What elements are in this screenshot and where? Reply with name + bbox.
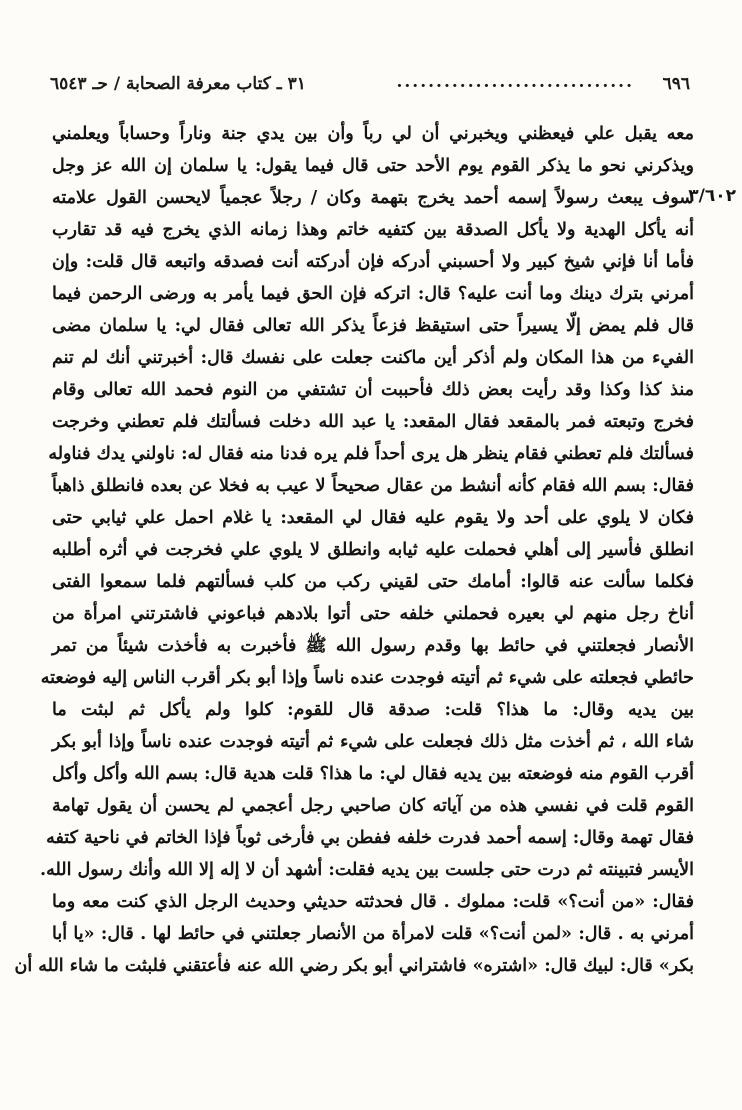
running-title: ٣١ ـ كتاب معرفة الصحابة / حـ ٦٥٤٣ [50, 74, 306, 94]
text-line: منذ كذا وكذا وقد رأيت بعض ذلك فأحببت أن تشتفي من النوم فحمد الله تعالى وقام [52, 380, 694, 400]
text-line: الفيء من هذا المكان ولم أذكر أين ماكنت جعلت على نفسك قال: أخبرتني أنك لم تنم [52, 348, 694, 368]
text-line: الأيسر فتبينته ثم درت حتى جلست بين يديه فقلت: أشهد أن لا إله إلا الله وأنك رسول الله. [40, 860, 694, 880]
text-line: فأما أنا فإني شيخ كبير ولا أحسبني أدركه فإن أدركته أنت فصدقه واتبعه قال قلت: وإن [52, 252, 694, 272]
header-leader-dots: .............................. [396, 72, 634, 92]
text-line: فكان لا يلوي على أحد ولا يقوم عليه فقال لي المقعد: يا غلام احمل علي ثيابي حتى [52, 508, 694, 528]
text-line: ويذكرني نحو ما يذكر القوم يوم الأحد حتى قال فيما يقول: يا سلمان إن الله عز وجل [52, 156, 694, 176]
text-line: أمرني به . قال: «لمن أنت؟» قلت لامرأة من الأنصار جعلتني في حائط لها . قال: «يا أبا [52, 924, 694, 944]
page-header [50, 70, 690, 100]
body-text [14, 118, 694, 982]
text-line: فسألتك فلم تعطني فقام ينظر هل يرى أحداً فلم يره فدنا منه فقال له: ناولني يدك فناوله [48, 444, 694, 464]
text-line: قال فلم يمض إلّا يسيراً حتى استيقظ فزعاً يذكر الله تعالى فقال لي: يا سلمان مضى [52, 316, 694, 336]
text-line: فقال: «من أنت؟» قلت: مملوك . قال فحدثته حديثي وحديث الرجل الذي كنت معه وما [52, 892, 694, 912]
text-line: فقال تهمة وقال: إسمه أحمد فدرت خلفه ففطن بي فأرخى ثوباً فإذا الخاتم في ناحية كتفه [46, 828, 694, 848]
text-line: أقرب القوم منه فوضعته بين يديه فقال لي: ما هذا؟ قلت هدية قال: بسم الله وأكل وأكل [52, 764, 694, 784]
text-line: الأنصار فجعلتني في حائط بها وقدم رسول الله ﷺ فأخبرت به فأخذت شيئاً من تمر [52, 636, 694, 656]
text-line: القوم قلت في نفسي هذه من آياته كان صاحبي رجل أعجمي لم يحسن أن يقول تهامة [52, 796, 694, 816]
text-line: أنه يأكل الهدية ولا يأكل الصدقة بين كتفيه خاتم وهذا زمانه الذي يخرج فيه قد تقارب [52, 220, 694, 240]
text-line: معه يقبل علي فيعظني ويخبرني أن لي رباً وأن بين يدي جنة وناراً وحساباً ويعلمني [52, 124, 694, 144]
text-line: فكلما سألت عنه قالوا: أمامك حتى لقيني ركب من كلب فسألتهم فلما سمعوا الفتى [52, 572, 694, 592]
text-line: بين يديه وقال: ما هذا؟ قلت: صدقة قال للقوم: كلوا ولم يأكل ثم لبثت ما [52, 700, 694, 720]
margin-volume-page-reference: ٣/٦٠٢ [688, 186, 736, 206]
text-line: حائطي فجعلته على شيء ثم أتيته فوجدت عنده ناساً وإذا أبو بكر أقرب الناس إليه فوضعته [40, 668, 694, 688]
text-line: أناخ رجل منهم لي بعيره فحملني خلفه حتى أتوا بلادهم فباعوني فاشترتني امرأة من [52, 604, 694, 624]
page-number: ٦٩٦ [662, 74, 690, 94]
text-line: أمرني بترك دينك وما أنت عليه؟ قال: اتركه فإن الحق فيما يأمر به ورضى الرحمن فيما [52, 284, 694, 304]
text-line: شاء الله ، ثم أخذت مثل ذلك فجعلت على شيء ثم أتيته فوجدت عنده ناساً وإذا أبو بكر [52, 732, 694, 752]
text-line: بكر» قال: لبيك قال: «اشتره» فاشتراني أبو بكر رضي الله عنه فأعتقني فلبثت ما شاء الله أن [14, 956, 694, 976]
text-line: فقال: بسم الله فقام كأنه أنشط من عقال صحيحاً لا عيب به فخلا عن بعده فانطلق ذاهباً [52, 476, 694, 496]
text-line: فخرج وتبعته فمر بالمقعد فقال المقعد: يا عبد الله دخلت فسألتك فلم تعطني وخرجت [52, 412, 694, 432]
text-line: انطلق فأسير إلى أهلي فحملت عليه ثيابه وانطلق لا يلوي علي فخرجت في أثره أطلبه [52, 540, 694, 560]
text-line: سوف يبعث رسولاً إسمه أحمد يخرج بتهمة وكان / رجلاً عجمياً لايحسن القول علامته [52, 188, 694, 208]
